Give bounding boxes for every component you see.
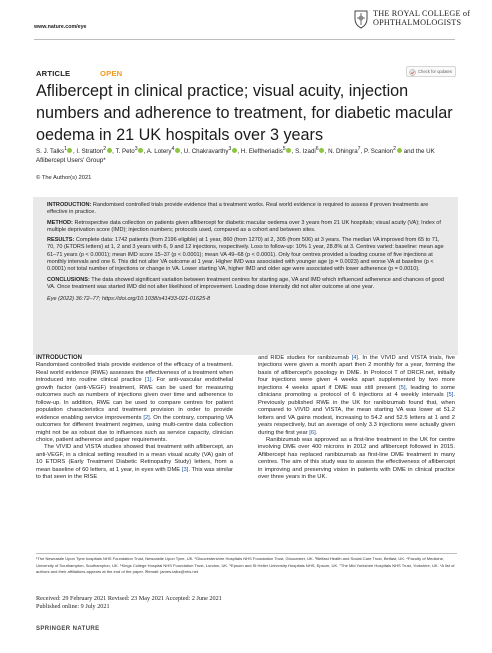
body-text: Randomised controlled trials provide evidence of the efficacy of a treatment. Real world evidence (RWE) assesses the effectiveness of a treatment when introduced into routine clinical practice [36, 362, 233, 384]
body-text: . [315, 429, 318, 436]
journal-url[interactable]: www.nature.com/eye [34, 24, 87, 30]
body-text: . Previously published RWE in the UK for ranibizumab found that, when compared to VIVID and VISTA, the mean starting VA was lower at 51.2 letters and VA gains modest, increasing to 54.2 and 52.5 letters at 1 and 2 years respectively, but an average of only 3.3 injections were actually given during the first year [258, 392, 455, 436]
orcid-icon[interactable] [138, 148, 143, 153]
body-text: , leading to some clinicians promoting a protocol of 6 injections at 4 weekly intervals [258, 384, 455, 399]
author-name[interactable]: T. Peto [115, 148, 135, 156]
body-paragraph [36, 444, 233, 481]
author-name[interactable]: N. Dhingra [328, 148, 358, 156]
abstract-method-text: Retrospective data collection on patients given aflibercept for diabetic macular oedema over 3 years from 21 UK hospitals; visual acuity (VA); Index of multiple deprivation score (IMD); injection numbers; protocols used, compared as a cohort and between sites. [47, 219, 441, 233]
reference-link[interactable]: [5] [446, 392, 454, 399]
abstract-introduction-label: INTRODUCTION: [47, 202, 92, 208]
abstract-conclusions [47, 277, 448, 292]
body-column-left [36, 355, 233, 482]
orcid-icon[interactable] [67, 148, 72, 153]
author-name[interactable]: S. Izadi [295, 148, 316, 156]
header-divider [34, 39, 455, 40]
received-revised-accepted-dates: Received: 29 February 2021 Revised: 23 May 2021 Accepted: 2 June 2021 [36, 595, 222, 602]
author-name[interactable]: A. Lotery [146, 148, 172, 156]
abstract-conclusions-label: CONCLUSIONS: [47, 276, 90, 283]
affiliations: ¹The Newcastle Upon Tyne hospitals NHS Foundation Trust, Newcastle Upon Tyne, UK. ²Gloucestershire Hospitals NHS Foundation Trust, Gloucester, UK. ³Belfast Health and Social Care Trust, Belfast, UK. ⁴Faculty of Medicine, University of Southampton, Southampton, UK. ⁵Kings College Hospital NHS Foundation Trust, London, UK. ⁶Epsom and St Helier University Hospitals NHS, Epsom, UK. ⁷The Mid Yorkshire Hospitals NHS Trust, Yorkshire, UK. *A list of authors and their affiliations appears at the end of the paper. ✉email: james.talks@nhs.net [36, 556, 455, 574]
check-updates-label: Check for updates [418, 69, 452, 74]
abstract-box [33, 197, 458, 355]
crest-icon [352, 9, 370, 29]
article-citation[interactable]: Eye (2022) 36:72–77; https://doi.org/10.1038/s41433-021-01625-8 [47, 296, 211, 303]
abstract-results-label: RESULTS: [47, 237, 75, 244]
abstract-introduction-text: Randomised controlled trials provide evidence that a treatment works. Real world evidence is required to assess if proven treatments are effective in practice. [47, 202, 429, 216]
author-group[interactable]: the UK Aflibercept Users' Group [36, 148, 435, 165]
author-name[interactable]: P. Scanlon [364, 148, 394, 156]
body-paragraph: Ranibizumab was approved as a first-line treatment in the UK for centre involving DME over 400 microns in 2012 and aflibercept followed in 2015. Aflibercept has replaced ranibizumab as first-line DME treatment in many centres. The aim of this study was to assess the effectiveness of aflibercept in improving and preserving vision in patients with DME in clinical practice over three years in the UK. [258, 436, 455, 481]
body-text: . This was similar to that seen in the RISE [36, 466, 233, 481]
footnote-divider [36, 553, 457, 554]
orcid-icon[interactable] [319, 148, 324, 153]
article-title: Aflibercept in clinical practice; visual acuity, injection numbers and adherence to treatment, for diabetic macular oedema in 21 UK hospitals over 3 years [36, 82, 453, 144]
author-name[interactable]: U. Chakravarthy [183, 148, 229, 156]
published-online-date: Published online: 9 July 2021 [36, 602, 110, 610]
orcid-icon[interactable] [107, 148, 112, 153]
article-type-label: ARTICLE [36, 69, 71, 78]
body-text: The VIVID and VISTA studies showed that treatment with aflibercept, an anti-VEGF, in a clinical setting resulted in a mean visual acuity (VA) gain of 10 ETDRS (Early Treatment Diabetic Retinopathy Study) letters, from a mean baseline of 60 letters, at 1 year, in eyes with DME [36, 444, 233, 473]
copyright-notice: © The Author(s) 2021 [36, 175, 92, 181]
orcid-icon[interactable] [286, 148, 291, 153]
orcid-icon[interactable] [175, 148, 180, 153]
springer-nature-logo: SPRINGER NATURE [36, 626, 100, 632]
abstract-method [47, 220, 448, 235]
body-text: . For anti-vascular endothelial growth factor (anti-VEGF) treatment, RWE can be used for measuring outcomes such as numbers of injections given over time and adherence to follow-up. In addition, RWE can be used to compare centres for patient population characteristics and treatment provision in order to provide evidence enabling service improvements [36, 377, 234, 421]
check-for-updates-button[interactable] [406, 66, 456, 77]
body-text: . On the contrary, comparing VA outcomes for different treatment regimes, using multi-centre data collection might not be as robust due to influences such as service capacity, clinician choice, patient adherence and paper requirements. [36, 414, 233, 443]
body-paragraph [258, 355, 455, 437]
body-paragraph [36, 362, 233, 444]
reference-link[interactable]: [1] [145, 377, 152, 384]
orcid-icon[interactable] [397, 148, 402, 153]
reference-link[interactable]: [6] [309, 429, 316, 436]
body-column-right [258, 355, 455, 482]
reference-link[interactable]: [2] [143, 414, 150, 421]
abstract-conclusions-text: The data showed significant variation between treatment centres for starting age, VA and IMD which influenced adherence and chances of good VA. Once treatment was started IMD did not alter likelihood of improvement. Loading dose intensity did not alter outcome at one year. [47, 276, 444, 290]
reference-link[interactable]: [5] [399, 384, 406, 391]
open-access-label: OPEN [100, 69, 123, 78]
author-name[interactable]: H. Eleftheriadis [240, 148, 283, 156]
publisher-logo [298, 8, 471, 32]
publisher-name-line1: THE ROYAL COLLEGE of [373, 9, 471, 18]
reference-link[interactable]: [4] [351, 355, 359, 361]
author-name[interactable]: I. Stratton [76, 148, 104, 156]
abstract-introduction [47, 202, 448, 217]
reference-link[interactable]: [3] [181, 466, 189, 473]
author-list: S. J. Talks$^1$ , I. Stratton$^2$ , T. Peto$^3$ , A. Lotery$^4$ , U. Chakravarthy$^3$ , H. Eleftheriadis$^5$ , S. Izadi$^6$ , N. Dhingra$^7$, P. Scanlon$^2$ and the UK Aflibercept Users' Group* [36, 146, 435, 165]
article-dates [36, 595, 336, 610]
body-text: . In the VIVID and VISTA trials, five injections were given a month apart then 2 monthly for a year, forming the basis of aflibercept's posology in DME. In Protocol T of DRCR.net, initially four injections were given 4 weeks apart supplemented by two more injections 4 weeks apart if DME was still present [258, 355, 455, 391]
abstract-results [47, 237, 448, 273]
publisher-name-line2: OPHTHALMOLOGISTS [373, 18, 462, 28]
abstract-results-text: Complete data: 1742 patients (from 2196 eligible) at 1 year, 860 (from 1270) at 2, 305 (from 506) at 3 years. The median VA improved from 65 to 71, 70, 70 (ETDRS letters) at 1, 2 and 3 years with 6, 9 and 12 injections, respectively. Loss to follow-up: 10% 1 year, 28.8% at 3. Centres varied: baseline: mean age 61–71 years (p < 0.0001); mean IMD score 15–37 (p < 0.0001); mean VA 49–68 (p < 0.0001). Only four centres provided a loading course of five injections at monthly intervals and one 6. This did not alter VA outcome at 1 year. Higher IMD was associated with younger age (p = 0.0023) and worse VA at baseline (p < 0.0001) not total number of injections or change in VA. Lower starting VA, higher IMD and older age were associated with lower adherence (p = 0.0010). [47, 237, 444, 273]
author-name[interactable]: S. J. Talks [36, 148, 65, 156]
section-heading-introduction: INTRODUCTION [36, 355, 82, 361]
check-updates-icon [409, 69, 416, 76]
abstract-method-label: METHOD: [47, 219, 73, 226]
publisher-name [373, 9, 470, 27]
body-text: and RIDE studies for ranibizumab [258, 355, 352, 361]
orcid-icon[interactable] [232, 148, 237, 153]
